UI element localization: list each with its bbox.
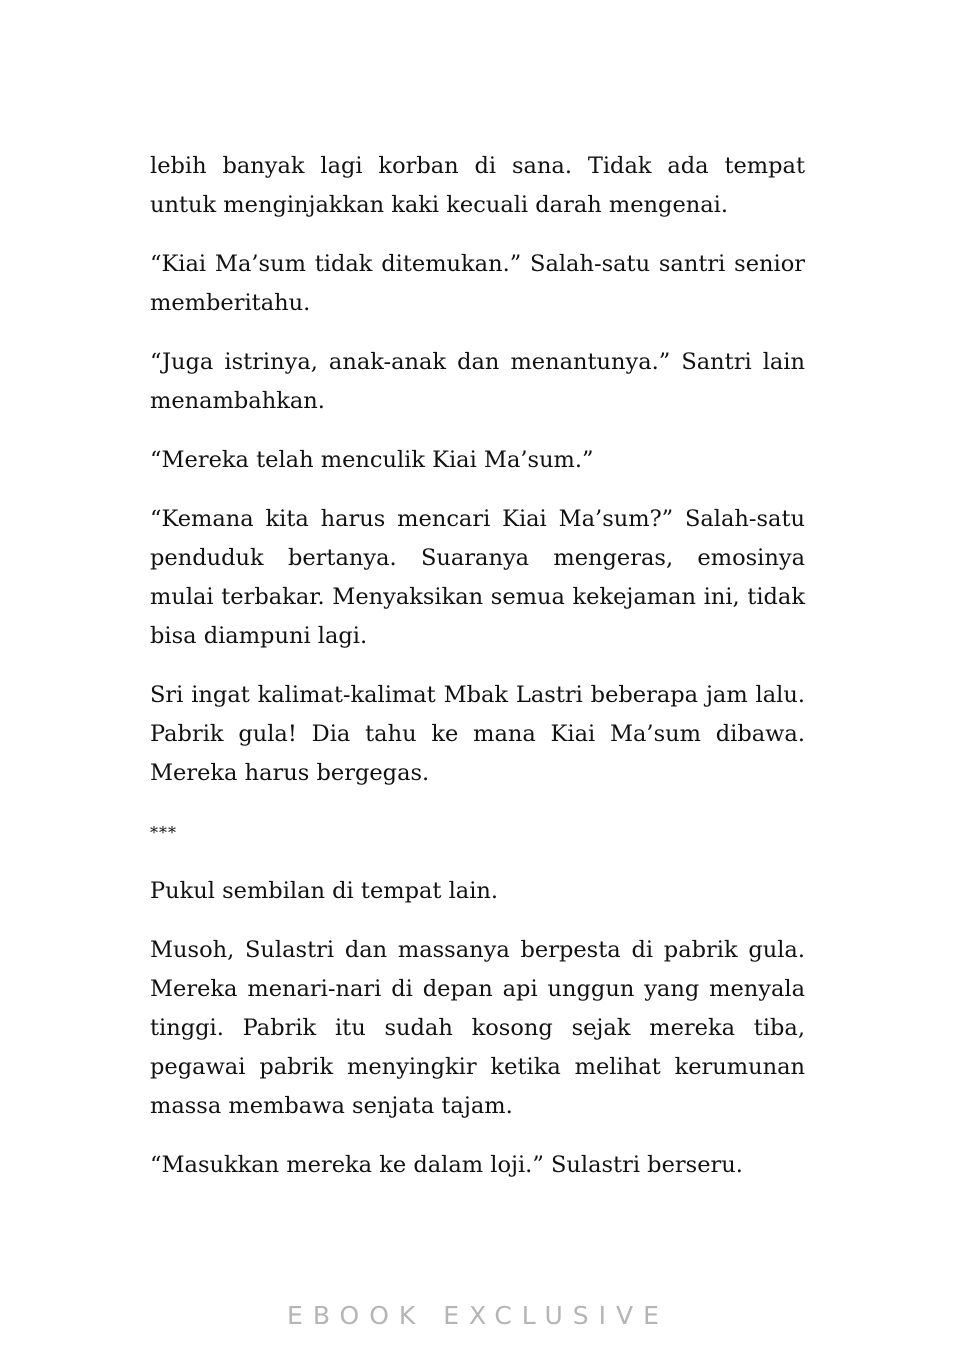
paragraph-7: Pukul sembilan di tempat lain. xyxy=(150,878,499,904)
footer-watermark: EBOOK EXCLUSIVE xyxy=(287,1301,669,1330)
scene-separator: *** xyxy=(150,823,177,842)
page-body xyxy=(150,147,805,1205)
paragraph-8: Musoh, Sulastri dan massanya berpesta di pabrik gula. Mereka menari-nari di depan api unggun yang menyala tinggi. Pabrik itu sudah kosong sejak mereka tiba, pegawai pabrik menyingkir ketika melihat kerumunan massa membawa senjata tajam. xyxy=(150,937,805,1119)
paragraph-9: “Masukkan mereka ke dalam loji.” Sulastri berseru. xyxy=(150,1152,743,1178)
paragraph-5: “Kemana kita harus mencari Kiai Ma’sum?” Salah-satu penduduk bertanya. Suaranya mengeras, emosinya mulai terbakar. Menyaksikan semua kekejaman ini, tidak bisa diampuni lagi. xyxy=(150,506,805,649)
paragraph-2: “Kiai Ma’sum tidak ditemukan.” Salah-satu santri senior memberitahu. xyxy=(150,251,805,316)
paragraph-6: Sri ingat kalimat-kalimat Mbak Lastri beberapa jam lalu. Pabrik gula! Dia tahu ke mana Kiai Ma’sum dibawa. Mereka harus bergegas. xyxy=(150,682,805,786)
paragraph-4: “Mereka telah menculik Kiai Ma’sum.” xyxy=(150,447,594,473)
paragraph-1: lebih banyak lagi korban di sana. Tidak ada tempat untuk menginjakkan kaki kecuali darah mengenai. xyxy=(150,153,805,218)
paragraph-3: “Juga istrinya, anak-anak dan menantunya.” Santri lain menambahkan. xyxy=(150,349,805,414)
